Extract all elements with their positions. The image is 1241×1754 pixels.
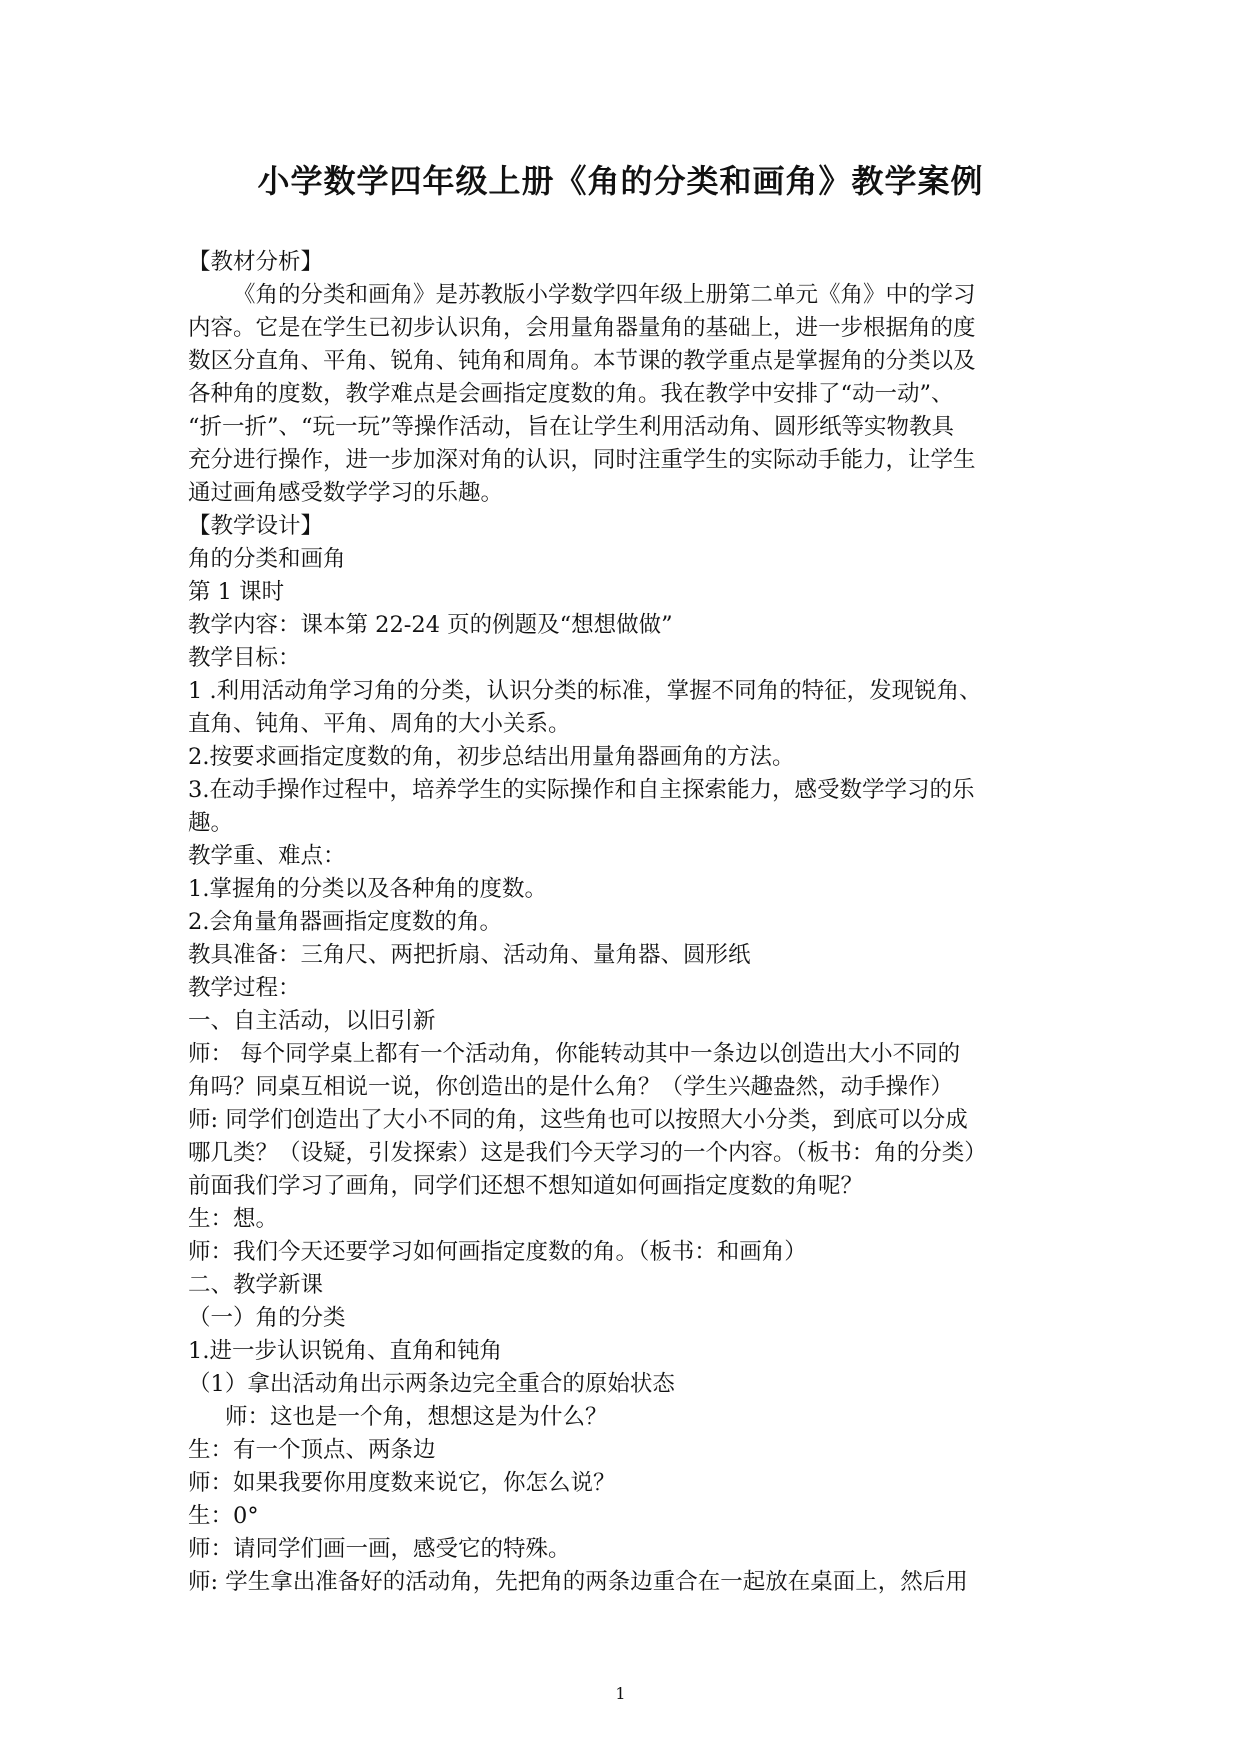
dialogue-line: 生：0° [188,1503,259,1529]
objective-item: 直角、钝角、平角、周角的大小关系。 [188,711,571,737]
dialogue-line: 师：这也是一个角，想想这是为什么？ [225,1404,608,1430]
dialogue-line: 师: 同学们创造出了大小不同的角，这些角也可以按照大小分类，到底可以分成 [188,1107,968,1133]
dialogue-line: 师：如果我要你用度数来说它，你怎么说？ [188,1470,616,1496]
key-point-item: 1.掌握角的分类以及各种角的度数。 [188,876,547,902]
teaching-content: 教学内容：课本第 22-24 页的例题及“想想做做” [188,612,673,638]
dialogue-line: 师: 学生拿出准备好的活动角，先把角的两条边重合在一起放在桌面上，然后用 [188,1569,968,1595]
paragraph-line: 各种角的度数，教学难点是会画指定度数的角。我在教学中安排了“动一动”、 [188,381,954,407]
page-number: 1 [615,1684,626,1703]
paragraph-line: 《角的分类和画角》是苏教版小学数学四年级上册第二单元《角》中的学习 [233,282,976,308]
page-title: 小学数学四年级上册《角的分类和画角》教学案例 [257,162,984,200]
teaching-aids: 教具准备：三角尺、两把折扇、活动角、量角器、圆形纸 [188,942,751,968]
process-section-heading: 一、自主活动，以旧引新 [188,1008,436,1034]
step-line: （1）拿出活动角出示两条边完全重合的原始状态 [188,1371,675,1397]
objectives-heading: 教学目标： [188,645,301,671]
paragraph-line: “折一折”、“玩一玩”等操作活动，旨在让学生利用活动角、圆形纸等实物教具 [188,414,955,440]
dialogue-line: 前面我们学习了画角，同学们还想不想知道如何画指定度数的角呢？ [188,1173,864,1199]
dialogue-line: 生：有一个顶点、两条边 [188,1437,436,1463]
dialogue-line: 哪几类？（设疑，引发探索）这是我们今天学习的一个内容。（板书：角的分类） [188,1140,987,1166]
lesson-title: 角的分类和画角 [188,546,346,572]
section-heading: 【教材分析】 [188,249,324,275]
dialogue-line: 角吗？同桌互相说一说，你创造出的是什么角？（学生兴趣盎然，动手操作） [188,1074,954,1100]
paragraph-line: 内容。它是在学生已初步认识角，会用量角器量角的基础上，进一步根据角的度 [188,315,976,341]
section-heading: 【教学设计】 [188,513,324,539]
dialogue-line: 生：想。 [188,1206,279,1232]
objective-item: 2.按要求画指定度数的角，初步总结出用量角器画角的方法。 [188,744,795,770]
paragraph-line: 数区分直角、平角、锐角、钝角和周角。本节课的教学重点是掌握角的分类以及 [188,348,976,374]
document-body [188,246,1054,1599]
key-points-heading: 教学重、难点： [188,843,346,869]
key-point-item: 2.会角量角器画指定度数的角。 [188,909,502,935]
lesson-period: 第 1 课时 [188,579,285,605]
dialogue-line: 师： 每个同学桌上都有一个活动角，你能转动其中一条边以创造出大小不同的 [188,1041,961,1067]
dialogue-line: 师：请同学们画一画，感受它的特殊。 [188,1536,571,1562]
objective-item: 3.在动手操作过程中，培养学生的实际操作和自主探索能力，感受数学学习的乐 [188,777,975,803]
subsection-heading: 1.进一步认识锐角、直角和钝角 [188,1338,502,1364]
paragraph-line: 充分进行操作，进一步加深对角的认识，同时注重学生的实际动手能力，让学生 [188,447,976,473]
objective-item: 1 .利用活动角学习角的分类，认识分类的标准，掌握不同角的特征，发现锐角、 [188,678,982,704]
process-section-heading: 二、教学新课 [188,1272,324,1298]
dialogue-line: 师：我们今天还要学习如何画指定度数的角。（板书：和画角） [188,1239,807,1265]
subsection-heading: （一）角的分类 [188,1305,346,1331]
paragraph-line: 通过画角感受数学学习的乐趣。 [188,480,504,506]
objective-item: 趣。 [188,810,234,836]
process-heading: 教学过程： [188,975,301,1001]
